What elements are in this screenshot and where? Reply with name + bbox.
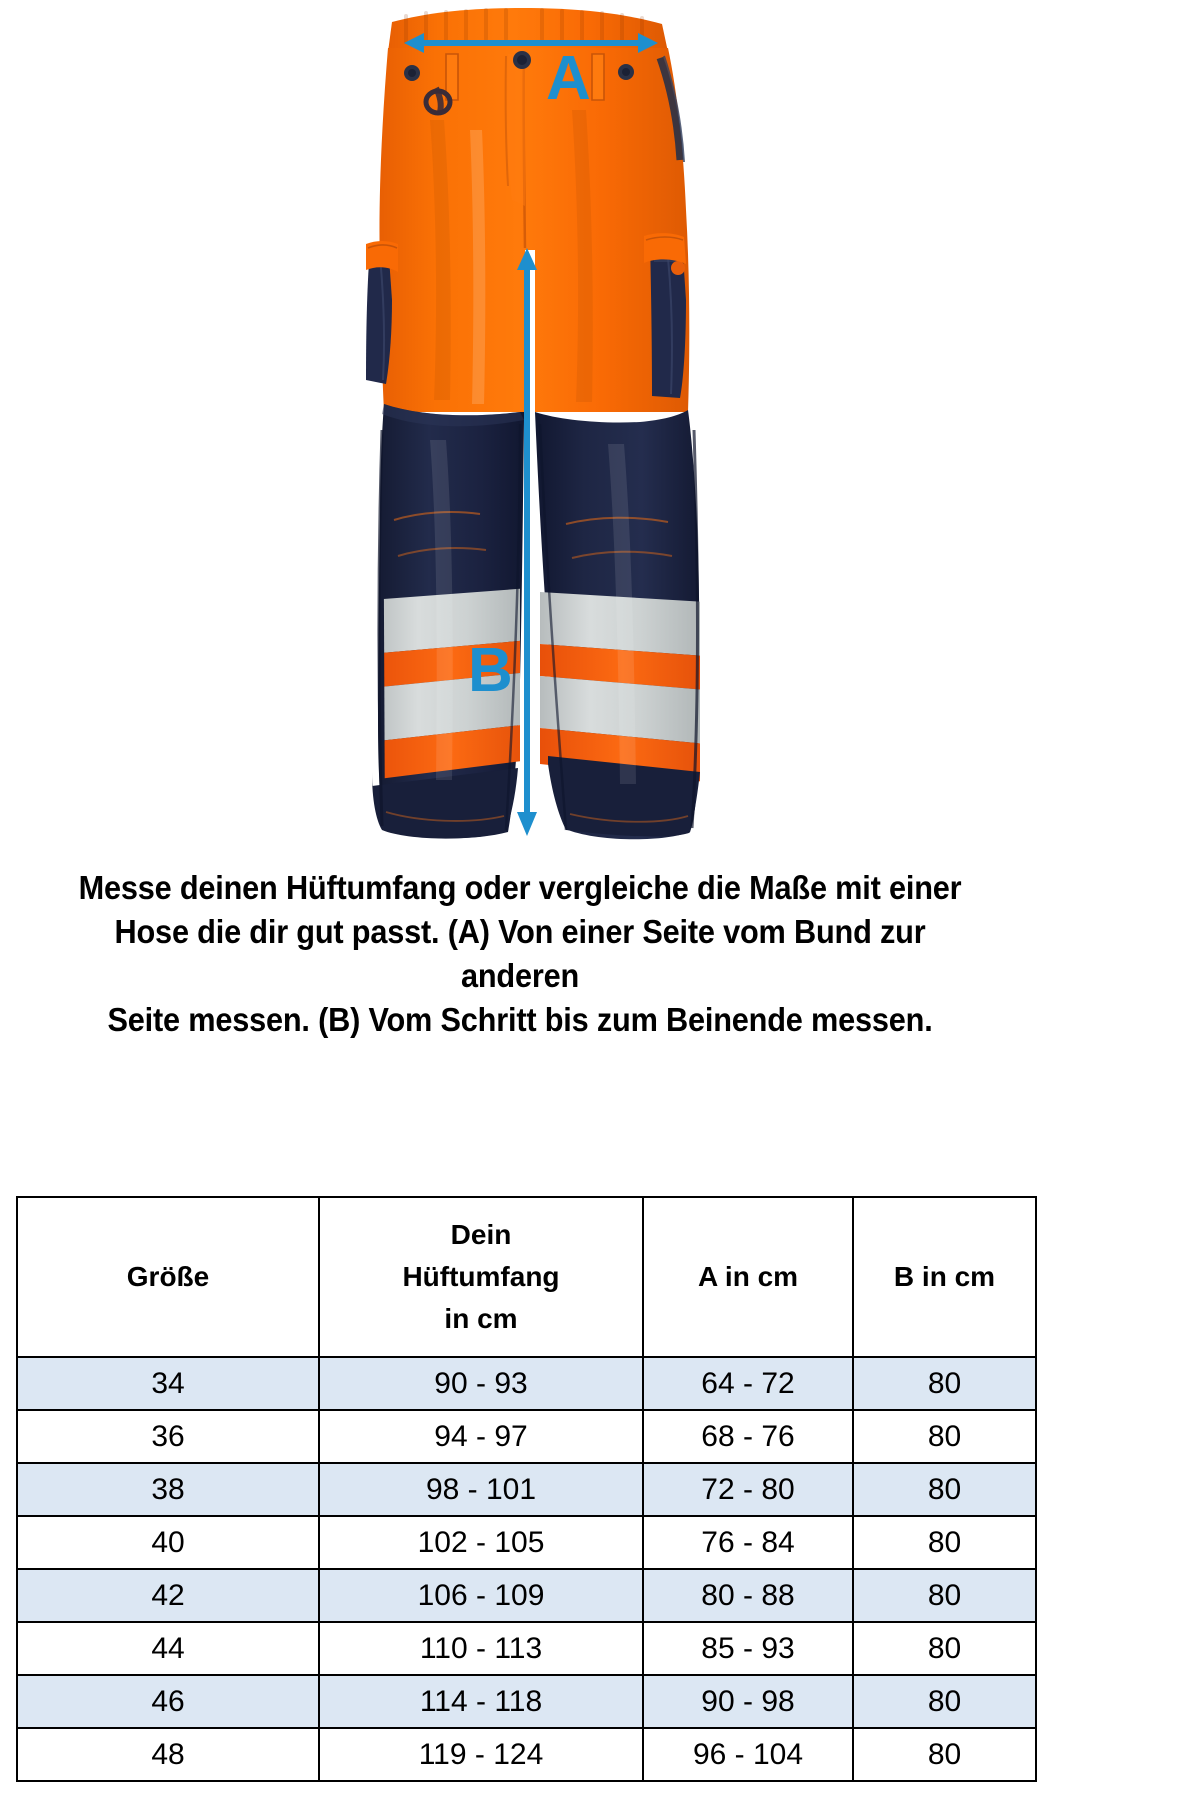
- size-table-container: [16, 1196, 1035, 1782]
- table-row: [17, 1463, 1036, 1516]
- cell-a: 96 - 104: [643, 1728, 853, 1781]
- table-row: [17, 1410, 1036, 1463]
- cell-size: 42: [17, 1569, 319, 1622]
- cell-size: 34: [17, 1357, 319, 1410]
- table-row: [17, 1569, 1036, 1622]
- cell-b: 80: [853, 1675, 1036, 1728]
- cell-a: 85 - 93: [643, 1622, 853, 1675]
- cell-size: 40: [17, 1516, 319, 1569]
- cell-b: 80: [853, 1410, 1036, 1463]
- cell-hip: 94 - 97: [319, 1410, 643, 1463]
- cell-a: 76 - 84: [643, 1516, 853, 1569]
- instructions-line-2: Hose die dir gut passt. (A) Von einer Seite vom Bund zur anderen: [114, 913, 926, 994]
- cell-size: 46: [17, 1675, 319, 1728]
- cell-a: 64 - 72: [643, 1357, 853, 1410]
- cell-b: 80: [853, 1622, 1036, 1675]
- size-table-body: [17, 1357, 1036, 1781]
- header-hip-line1: Dein: [450, 1219, 512, 1250]
- cell-hip: 119 - 124: [319, 1728, 643, 1781]
- instructions-line-3: Seite messen. (B) Vom Schritt bis zum Beinende messen.: [107, 1001, 933, 1038]
- table-row: [17, 1728, 1036, 1781]
- cell-hip: 106 - 109: [319, 1569, 643, 1622]
- header-hip: [319, 1197, 643, 1357]
- measuring-instructions: [55, 866, 985, 1042]
- cell-size: 36: [17, 1410, 319, 1463]
- cell-hip: 102 - 105: [319, 1516, 643, 1569]
- cell-b: 80: [853, 1463, 1036, 1516]
- header-hip-line3: in cm: [444, 1303, 518, 1334]
- header-hip-line2: Hüftumfang: [402, 1261, 560, 1292]
- instructions-line-1: Messe deinen Hüftumfang oder vergleiche die Maße mit einer: [78, 869, 962, 906]
- product-photo: [0, 0, 1040, 862]
- measurement-label-a: A: [546, 44, 591, 113]
- cell-size: 44: [17, 1622, 319, 1675]
- cell-b: 80: [853, 1357, 1036, 1410]
- cell-b: 80: [853, 1516, 1036, 1569]
- hi-vis-trousers-illustration: [0, 0, 1040, 862]
- header-b: B in cm: [853, 1197, 1036, 1357]
- cell-b: 80: [853, 1728, 1036, 1781]
- cell-size: 38: [17, 1463, 319, 1516]
- table-row: [17, 1516, 1036, 1569]
- cell-a: 80 - 88: [643, 1569, 853, 1622]
- cell-a: 72 - 80: [643, 1463, 853, 1516]
- cell-hip: 110 - 113: [319, 1622, 643, 1675]
- cell-size: 48: [17, 1728, 319, 1781]
- cell-hip: 98 - 101: [319, 1463, 643, 1516]
- table-header-row: [17, 1197, 1036, 1357]
- cell-a: 90 - 98: [643, 1675, 853, 1728]
- table-row: [17, 1622, 1036, 1675]
- cell-hip: 114 - 118: [319, 1675, 643, 1728]
- cell-b: 80: [853, 1569, 1036, 1622]
- header-size: Größe: [17, 1197, 319, 1357]
- header-a: A in cm: [643, 1197, 853, 1357]
- table-row: [17, 1357, 1036, 1410]
- size-table: [16, 1196, 1037, 1782]
- table-row: [17, 1675, 1036, 1728]
- measurement-label-b: B: [468, 636, 513, 705]
- cell-hip: 90 - 93: [319, 1357, 643, 1410]
- cell-a: 68 - 76: [643, 1410, 853, 1463]
